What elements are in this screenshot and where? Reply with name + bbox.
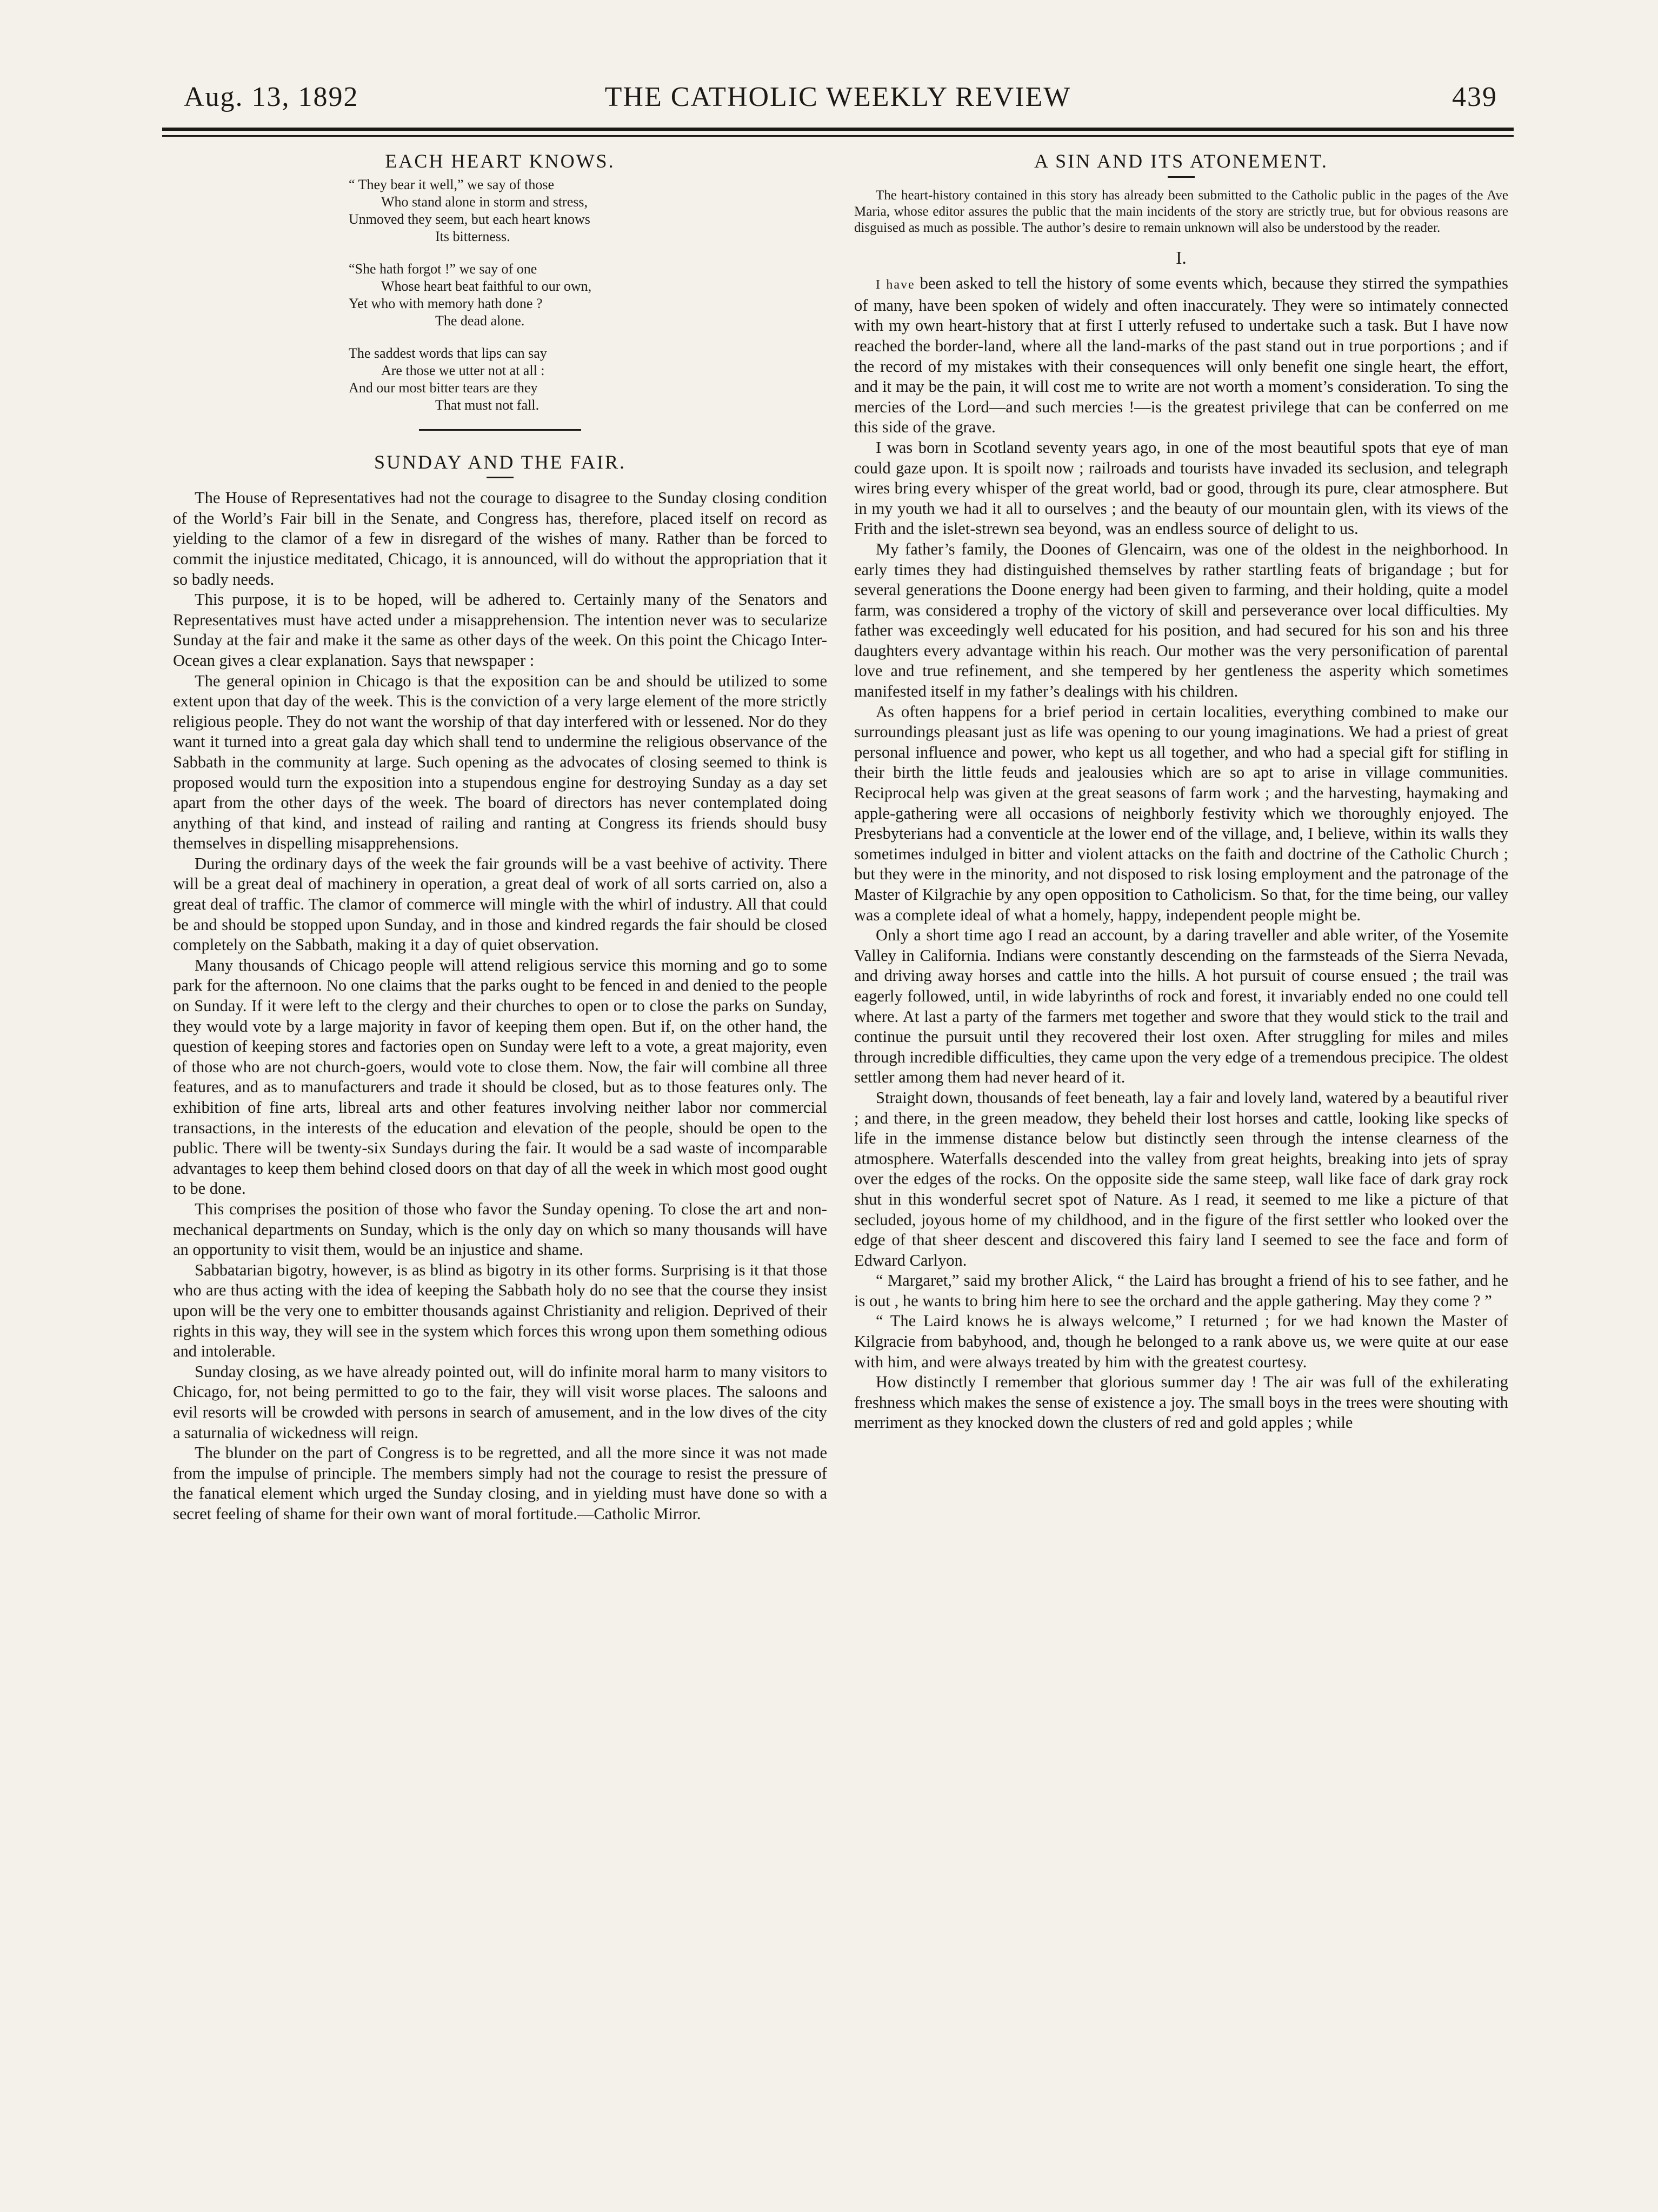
poem-line: And our most bitter tears are they [349,379,538,396]
poem-line: Whose heart beat faithful to our own, [381,278,592,294]
header-rule-thin [162,135,1514,137]
article-paragraph: This purpose, it is to be hoped, will be adhered to. Certainly many of the Senators and Representatives must have acted under a misapprehension. The intention never was to secularize Sunday at the fair and make it the same as other days of the week. On this point the Chicago Inter-Ocean gives a clear explanation. Says that newspaper : [173,590,827,670]
title-dash [487,477,514,478]
article-paragraph: My father’s family, the Doones of Glencairn, was one of the oldest in the neighborhood. In early times they had distinguished themselves by rather startling feats of brigandage ; but for several generations the Doone energy had been given to farming, and their holding, quite a model farm, was considered a trophy of the victory of skill and perseverance over local difficulties. My father was exceedingly well educated for his position, and had secured for his son and his three daughters every advantage within his reach. Our mother was the very personification of parental love and true refinement, and she tempered by her gentleness the asperity which sometimes manifested itself in my father’s dealings with his children. [854,539,1508,701]
left-column [173,146,827,2173]
poem-line: Its bitterness. [435,228,510,244]
article-paragraph: The general opinion in Chicago is that the exposition can be and should be utilized to some extent upon that day of the week. This is the conviction of a very large element of the more strictly religious people. They do not want the worship of that day interfered with or lessened. Nor do they want it turned into a great gala day which shall tend to undermine the religious observance of the Sabbath in the community at large. Such opening as the advocates of closing seemed to think is proposed would turn the exposition into a stupendous engine for destroying Sunday as a day set apart from the other days of the week. The board of directors has never contemplated doing anything of that kind, and instead of railing and ranting at Congress its friends should busy themselves in dispelling misapprehensions. [173,671,827,853]
article-paragraph: “ The Laird knows he is always welcome,” I returned ; for we had known the Master of Kilgracie from babyhood, and, though he belonged to a rank above us, we were quite at our ease with him, and were always treated by him with the greatest courtesy. [854,1312,1508,1371]
article-paragraph: The blunder on the part of Congress is to be regretted, and all the more since it was not made from the impulse of principle. The members simply had not the courage to resist the pressure of the fanatical element which urged the Sunday closing, and in yielding must have done so with a secret feeling of shame for their own want of moral fortitude.—Catholic Mirror. [173,1444,827,1523]
article-title: SUNDAY AND THE FAIR. [374,451,627,473]
poem-line: Are those we utter not at all : [381,362,545,378]
article-paragraph: This comprises the position of those who favor the Sunday opening. To close the art and non-mechanical departments on Sunday, which is the only day on which so many thousands will have an opportunity to visit them, would be an injustice and shame. [173,1199,827,1259]
masthead: THE CATHOLIC WEEKLY REVIEW [604,82,1071,112]
article-paragraph [854,273,1508,438]
article-paragraph: “ Margaret,” said my brother Alick, “ the Laird has brought a friend of his to see father, and he is out , he wants to bring him here to see the orchard and the apple gathering. May they come ? ” [854,1271,1508,1310]
poem-stanza [349,176,651,245]
newspaper-page [162,76,1514,2173]
section-number: I. [1176,248,1187,268]
page-number: 439 [1452,82,1497,112]
header-rule-thick [162,128,1514,131]
poem [349,176,651,414]
article-paragraph: How distinctly I remember that glorious summer day ! The air was full of the exhilerating freshness which makes the sense of existence a joy. The small boys in the trees were shouting with merriment as they knocked down the clusters of red and gold apples ; while [854,1373,1508,1432]
page-header [162,76,1514,124]
poem-line: The saddest words that lips can say [349,345,547,361]
poem-line: The dead alone. [435,312,525,329]
poem-line: Unmoved they seem, but each heart knows [349,211,590,227]
article-paragraph: As often happens for a brief period in certain localities, everything combined to make our surroundings pleasant just as life was opening to our young imaginations. We had a priest of great personal influence and power, who kept us all together, and who had a special gift for stifling in their birth the little feuds and jealousies which are so apt to arise in village communities. Reciprocal help was given at the great seasons of farm work ; and the harvesting, haymaking and apple-gathering were all occasions of neighborly festivity which we thoroughly enjoyed. The Presbyterians had a conventicle at the lower end of the village, and, I believe, within its walls they sometimes indulged in bitter and violent attacks on the faith and doctrine of the Catholic Church ; but they were in the minority, and not disposed to risk losing employment and the patronage of the Master of Kilgrachie by any open opposition to Catholicism. So that, for the time being, our valley was a complete ideal of what a homely, happy, independent people might be. [854,702,1508,924]
article-intro: The heart-history contained in this story has already been submitted to the Catholic public in the pages of the Ave Maria, whose editor assures the public that the main incidents of the story are strictly true, but for obvious reasons are disguised as much as possible. The author’s desire to remain unknown will also be understood by the reader. [854,188,1508,235]
article-paragraph: I was born in Scotland seventy years ago, in one of the most beautiful spots that eye of man could gaze upon. It is spoilt now ; railroads and tourists have invaded its seclusion, and telegraph wires bring every whisper of the great world, bad or good, through its pure, clear atmosphere. But in my youth we had it all to ourselves ; and the beauty of our mountain glen, with its views of the Frith and the islet-strewn sea beyond, was an endless source of delight to us. [854,438,1508,538]
poem-title: EACH HEART KNOWS. [385,150,615,172]
article-paragraph: The House of Representatives had not the courage to disagree to the Sunday closing condition of the World’s Fair bill in the Senate, and Congress has, therefore, placed itself on record as yielding to the clamor of a few in disregard of the wishes of many. Rather than be forced to commit the injustice meditated, Chicago, it is announced, will do without the appropriation that it so badly needs. [173,489,827,589]
poem-line: That must not fall. [435,397,540,413]
poem-line: “ They bear it well,” we say of those [349,176,554,192]
article-paragraph: Many thousands of Chicago people will attend religious service this morning and go to some park for the afternoon. No one claims that the parks ought to be fenced in and denied to the people on Sunday. If it were left to the clergy and their churches to open or to close the parks on Sunday, they would vote by a large majority in favor of keeping them open. But if, on the other hand, the question of keeping stores and factories open on Sunday were left to a vote, a great majority, even of those who are not church-goers, would vote to close them. Now, the fair will combine all three features, and as to manufacturers and trade it should be closed, but as to those features only. The exhibition of fine arts, libreal arts and other features involving neither labor nor commercial transactions, in the interests of the education and elevation of the people, should be open to the public. There will be twenty-six Sundays during the fair. It would be a sad waste of incomparable advantages to keep them behind closed doors on that day of all the week in which most good ought to be done. [173,955,827,1198]
lead-text: been asked to tell the history of some events which, because they stirred the sympathies of many, have been spoken of widely and often inaccurately. They were so intimately connected with my own heart-history that at first I utterly refused to undertake such a task. But I have now reached the border-land, where all the land-marks of the past stand out in true porportions ; and if the record of my mistakes with their consequences will only benefit one single heart, the effort, and it may be the pain, it will cost me to write are not worth a moment’s consideration. To sing the mercies of the Lord—and such mercies !—is the greatest privilege that can be conferred on me this side of the grave. [854,274,1508,437]
article-paragraph: Only a short time ago I read an account, by a daring traveller and able writer, of the Yosemite Valley in California. Indians were constantly descending on the farmsteads of the Sierra Nevada, and driving away horses and cattle into the hills. A hot pursuit of course ensued ; the trail was eagerly followed, until, in wide labyrinths of rock and forest, it invariably ended no one could tell where. At last a party of the farmers met together and swore that they would stick to the trail and continue the pursuit until they recovered their lost oxen. After struggling for miles and miles through incredible difficulties, they came upon the very edge of a tremendous precipice. The oldest settler among them had never heard of it. [854,926,1508,1087]
poem-line: “She hath forgot !” we say of one [349,260,537,277]
title-dash [1168,176,1195,178]
poem-stanza [349,260,651,330]
article-paragraph: Sabbatarian bigotry, however, is as blind as bigotry in its other forms. Surprising is it that those who are thus acting with the idea of keeping the Sabbath holy do no see that the course they insist upon will be the very one to embitter thousands against Christianity and religion. Deprived of their rights in this way, they will see in the system which forces this wrong upon them something odious and intolerable. [173,1260,827,1361]
article-paragraph: Straight down, thousands of feet beneath, lay a fair and lovely land, watered by a beautiful river ; and there, in the green meadow, they beheld their lost horses and cattle, looking like specks of life in the immense distance below but distinctly seen through the intense clearness of the atmosphere. Waterfalls descended into the valley from great heights, breaking into jets of spray over the edges of the rocks. On the opposite side the same steep, wall like face of dark gray rock shut in this wonderful secret spot of Nature. As I read, it seemed to me like a picture of that secluded, joyous home of my childhood, and in the figure of the first settler who looked over the edge of that sheer descent and discovered this fairy land I seemed to see the face and form of Edward Carlyon. [854,1088,1508,1269]
poem-stanza [349,345,651,414]
poem-line: Yet who with memory hath done ? [349,295,543,311]
issue-date: Aug. 13, 1892 [184,82,359,112]
article-title: A SIN AND ITS ATONEMENT. [1034,150,1328,172]
section-divider [419,429,581,431]
lead-word: I have [876,278,915,292]
columns [162,146,1514,2173]
poem-line: Who stand alone in storm and stress, [381,193,588,210]
right-column [854,146,1508,2173]
article-paragraph: During the ordinary days of the week the fair grounds will be a vast beehive of activity. There will be a great deal of machinery in operation, a great deal of work of all sorts carried on, also a great deal of traffic. The clamor of commerce will mingle with the whirl of industry. All that could be and should be stopped upon Sunday, and in those and kindred regards the fair should be closed completely on the Sabbath, making it a day of quiet observation. [173,854,827,954]
article-paragraph: Sunday closing, as we have already pointed out, will do infinite moral harm to many visitors to Chicago, for, not being permitted to go to the fair, they will visit worse places. The saloons and evil resorts will be crowded with persons in search of amusement, and in the low dives of the city a saturnalia of wickedness will reign. [173,1362,827,1442]
